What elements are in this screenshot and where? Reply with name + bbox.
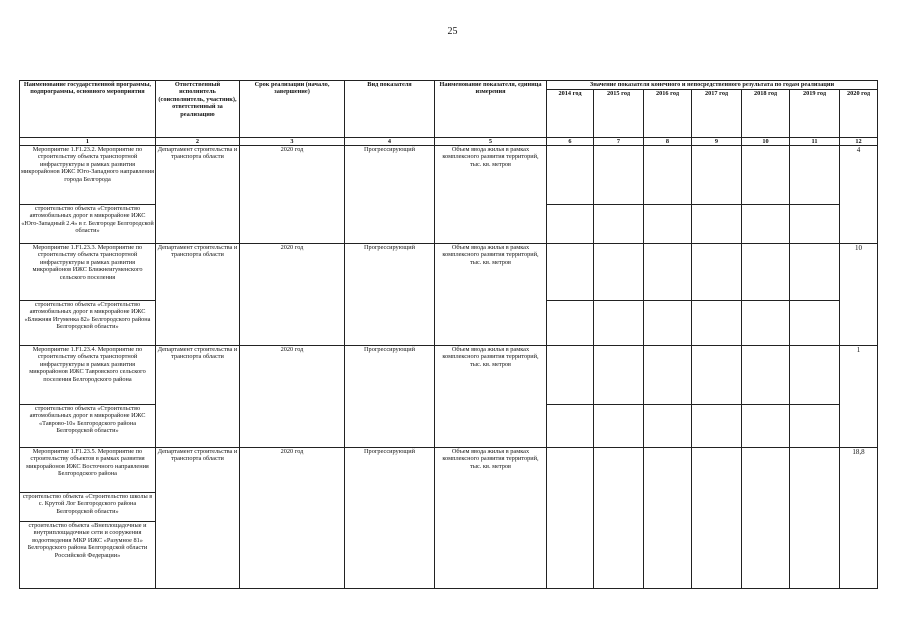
value-cell [644, 244, 692, 301]
value-cell [692, 244, 742, 301]
executor-cell: Департамент строительства и транспорта области [156, 346, 240, 448]
indicator-cell: Объем ввода жилья в рамках комплексного развития территорий, тыс. кв. метров [435, 146, 547, 244]
value-cell [692, 448, 742, 589]
measure-cell: Мероприятие 1.F1.23.4. Мероприятие по строительству объекта транспортной инфраструктуры в рамках развития микрорайонов ИЖС Тавровского сельского поселения Белгородского района [20, 346, 156, 405]
indicator-cell: Объем ввода жилья в рамках комплексного развития территорий, тыс. кв. метров [435, 346, 547, 448]
object-cell: строительство объекта «Строительство автомобильных дорог в микрорайоне ИЖС «Юго-Западный 2.4» в г. Белгороде Белгородской области» [20, 205, 156, 244]
value-cell [692, 146, 742, 205]
value-cell [742, 146, 790, 205]
header-year: 2015 год [594, 90, 644, 138]
object-cell: строительство объекта «Строительство автомобильных дорог в микрорайоне ИЖС «Таврово-10» Белгородского района Белгородской области» [20, 405, 156, 448]
measure-cell: Мероприятие 1.F1.23.5. Мероприятие по строительству объектов в рамках развития микрорайонов ИЖС Восточного направления Белгородского района [20, 448, 156, 493]
value-2020-cell: 4 [840, 146, 878, 244]
value-cell [790, 346, 840, 405]
measure-cell: Мероприятие 1.F1.23.2. Мероприятие по строительству объекта транспортной инфраструктуры в рамках развития микрорайонов ИЖС Юго-Западного направления города Белгорода [20, 146, 156, 205]
header-year: 2020 год [840, 90, 878, 138]
term-cell: 2020 год [240, 146, 345, 244]
value-cell [594, 244, 644, 301]
type-cell: Прогрессирующий [345, 146, 435, 244]
column-number: 7 [594, 138, 644, 146]
page-number: 25 [447, 26, 458, 37]
value-cell [644, 448, 692, 589]
column-number: 3 [240, 138, 345, 146]
value-cell [692, 301, 742, 346]
column-numbers-row [20, 138, 878, 146]
value-cell [644, 205, 692, 244]
header-type: Вид показателя [345, 81, 435, 138]
value-cell [742, 405, 790, 448]
value-cell [547, 346, 594, 405]
term-cell: 2020 год [240, 346, 345, 448]
value-cell [594, 205, 644, 244]
column-number: 5 [435, 138, 547, 146]
header-year: 2016 год [644, 90, 692, 138]
table-row [20, 346, 878, 405]
header-year: 2019 год [790, 90, 840, 138]
value-cell [547, 205, 594, 244]
header-term: Срок реализации (начало, завершение) [240, 81, 345, 138]
header-year: 2018 год [742, 90, 790, 138]
measure-cell: Мероприятие 1.F1.23.3. Мероприятие по строительству объекта транспортной инфраструктуры в рамках развития микрорайонов ИЖС Ближнеигуменского сельского поселения [20, 244, 156, 301]
object-cell: строительство объекта «Внеплощадочные и внутриплощадочные сети и сооружения водоотведения МКР ИЖС «Разумное 81» Белгородского района Белгородской области Российской Федерации» [20, 522, 156, 589]
value-cell [790, 244, 840, 301]
table-row [20, 244, 878, 301]
object-cell: строительство объекта «Строительство автомобильных дорог в микрорайоне ИЖС «Ближняя Игуменка 82» Белгородского района Белгородской области» [20, 301, 156, 346]
column-number: 11 [790, 138, 840, 146]
header-program: Наименование государственной программы, подпрограммы, основного мероприятия [20, 81, 156, 138]
value-cell [790, 301, 840, 346]
value-cell [692, 405, 742, 448]
header-year: 2017 год [692, 90, 742, 138]
value-cell [594, 346, 644, 405]
indicator-cell: Объем ввода жилья в рамках комплексного развития территорий, тыс. кв. метров [435, 244, 547, 346]
value-cell [644, 301, 692, 346]
indicator-cell: Объем ввода жилья в рамках комплексного развития территорий, тыс. кв. метров [435, 448, 547, 589]
value-cell [790, 146, 840, 205]
value-2020-cell: 10 [840, 244, 878, 346]
value-cell [692, 205, 742, 244]
table-row [20, 146, 878, 205]
value-cell [594, 301, 644, 346]
type-cell: Прогрессирующий [345, 448, 435, 589]
value-cell [742, 244, 790, 301]
value-cell [790, 205, 840, 244]
value-cell [742, 205, 790, 244]
column-number: 4 [345, 138, 435, 146]
type-cell: Прогрессирующий [345, 346, 435, 448]
column-number: 10 [742, 138, 790, 146]
table-row [20, 448, 878, 493]
value-cell [742, 346, 790, 405]
value-cell [547, 405, 594, 448]
value-2020-cell: 1 [840, 346, 878, 448]
type-cell: Прогрессирующий [345, 244, 435, 346]
object-cell: строительство объекта «Строительство школы в с. Крутой Лог Белгородского района Белгородской области» [20, 493, 156, 522]
value-cell [644, 346, 692, 405]
indicators-table [19, 80, 878, 589]
term-cell: 2020 год [240, 244, 345, 346]
value-cell [547, 301, 594, 346]
column-number: 2 [156, 138, 240, 146]
header-year: 2014 год [547, 90, 594, 138]
column-number: 1 [20, 138, 156, 146]
header-values-group: Значение показателя конечного и непосредственного результата по годам реализации [547, 81, 878, 90]
value-cell [547, 448, 594, 589]
value-2020-cell: 18,8 [840, 448, 878, 589]
value-cell [644, 405, 692, 448]
value-cell [594, 146, 644, 205]
header-indicator: Наименование показателя, единица измерения [435, 81, 547, 138]
term-cell: 2020 год [240, 448, 345, 589]
value-cell [790, 405, 840, 448]
value-cell [742, 448, 790, 589]
column-number: 12 [840, 138, 878, 146]
column-number: 9 [692, 138, 742, 146]
executor-cell: Департамент строительства и транспорта области [156, 244, 240, 346]
value-cell [594, 405, 644, 448]
header-executor: Ответственный исполнитель (соисполнитель, участник), ответственный за реализацию [156, 81, 240, 138]
executor-cell: Департамент строительства и транспорта области [156, 448, 240, 589]
value-cell [547, 146, 594, 205]
value-cell [644, 146, 692, 205]
column-number: 6 [547, 138, 594, 146]
value-cell [692, 346, 742, 405]
value-cell [742, 301, 790, 346]
value-cell [547, 244, 594, 301]
value-cell [790, 448, 840, 589]
value-cell [594, 448, 644, 589]
header-row [20, 81, 878, 90]
executor-cell: Департамент строительства и транспорта области [156, 146, 240, 244]
column-number: 8 [644, 138, 692, 146]
